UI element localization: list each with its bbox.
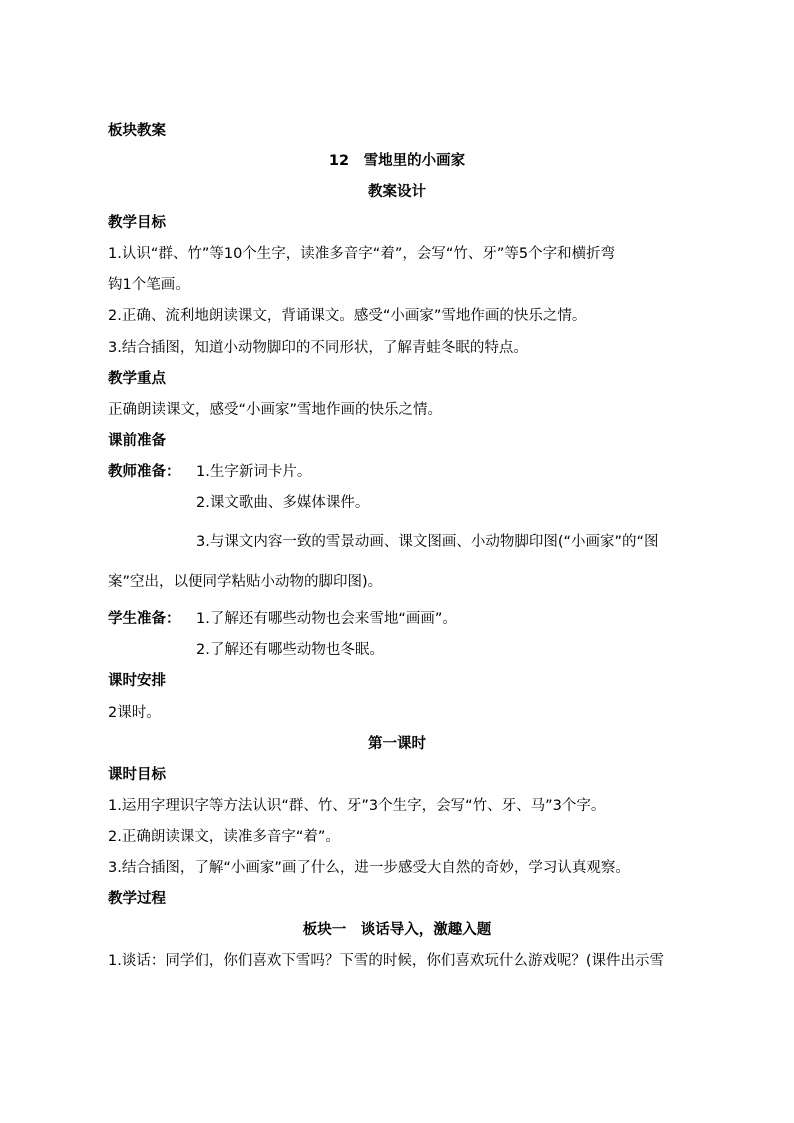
lesson-title: 12 雪地里的小画家 (328, 153, 466, 169)
lesson-goals-heading: 课时目标 (108, 767, 166, 783)
lesson-goal-3: 3.结合插图，了解“小画家”画了什么，进一步感受大自然的奇妙，学习认真观察。 (108, 860, 630, 876)
student-prep-item-1: 1.了解还有哪些动物也会来雪地“画画”。 (196, 611, 457, 627)
teacher-prep-item-3-cont: 案”空出，以便同学粘贴小动物的脚印图)。 (108, 574, 383, 590)
first-lesson-title: 第一课时 (368, 736, 426, 752)
student-prep-label: 学生准备： (108, 611, 181, 627)
lesson-goal-2: 2.正确朗读课文，读准多音字“着”。 (108, 829, 340, 845)
student-prep-item-2: 2.了解还有哪些动物也冬眠。 (196, 642, 384, 658)
goal-item-2: 2.正确、流利地朗读课文，背诵课文。感受“小画家”雪地作画的快乐之情。 (108, 308, 587, 324)
focus-heading: 教学重点 (108, 371, 166, 387)
process-heading: 教学过程 (108, 891, 166, 907)
focus-text: 正确朗读课文，感受“小画家”雪地作画的快乐之情。 (108, 402, 443, 418)
prep-heading: 课前准备 (108, 433, 166, 449)
teacher-prep-item-1: 1.生字新词卡片。 (196, 464, 312, 480)
design-title: 教案设计 (368, 184, 426, 200)
block-title: 板块一 谈话导入，激趣入题 (302, 922, 492, 938)
teacher-prep-item-2: 2.课文歌曲、多媒体课件。 (196, 495, 370, 511)
goals-heading: 教学目标 (108, 215, 166, 231)
goal-item-1-cont: 钩1个笔画。 (108, 277, 190, 293)
lesson-goal-1: 1.运用字理识字等方法认识“群、竹、牙”3个生字，会写“竹、牙、马”3个字。 (108, 798, 606, 814)
goal-item-1: 1.认识“群、竹”等10个生字，读准多音字“着”，会写“竹、牙”等5个字和横折弯 (108, 246, 616, 262)
goal-item-3: 3.结合插图，知道小动物脚印的不同形状，了解青蛙冬眠的特点。 (108, 340, 528, 356)
teacher-prep-item-3: 3.与课文内容一致的雪景动画、课文图画、小动物脚印图(“小画家”的“图 (196, 534, 659, 550)
teacher-prep-label: 教师准备： (108, 464, 181, 480)
section-label: 板块教案 (108, 123, 166, 139)
schedule-heading: 课时安排 (108, 673, 166, 689)
process-text: 1.谈话：同学们，你们喜欢下雪吗？下雪的时候，你们喜欢玩什么游戏呢？(课件出示雪 (108, 953, 664, 969)
schedule-text: 2课时。 (108, 705, 161, 721)
